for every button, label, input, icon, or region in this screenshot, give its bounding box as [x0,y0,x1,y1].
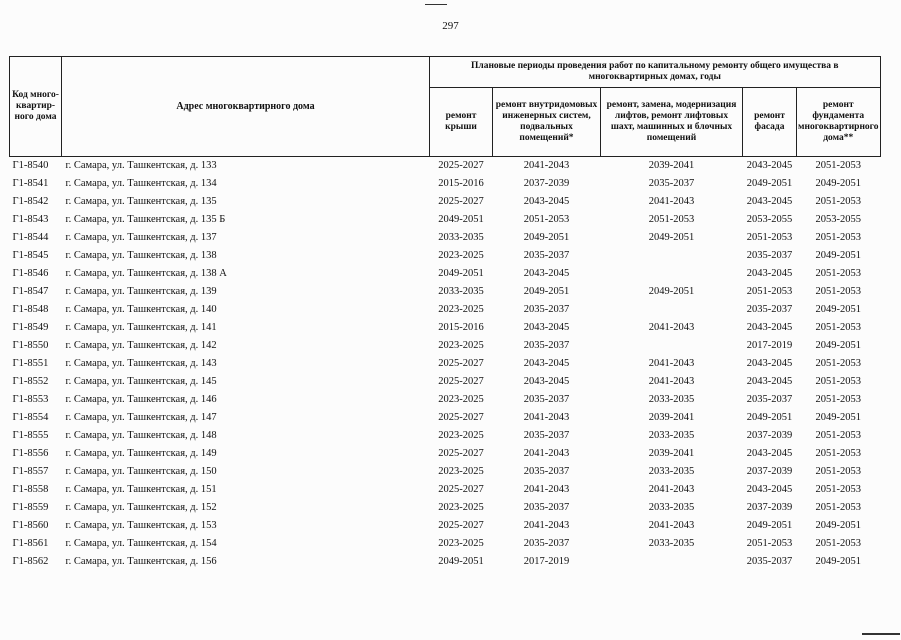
table-row [10,193,881,211]
table-row [10,391,881,409]
cell-roof: 2025-2027 [438,376,484,388]
cell-roof: 2049-2051 [438,268,484,280]
table-row [10,409,881,427]
cell-facade: 2049-2051 [746,520,793,532]
table-row [10,319,881,337]
cell-address: г. Самара, ул. Ташкентская, д. 154 [65,538,217,550]
cell-foundation: 2049-2051 [815,250,861,262]
cell-facade: 2043-2045 [746,160,793,172]
cell-systems: 2035-2037 [523,304,570,316]
cell-code: Г1-8559 [12,502,49,514]
cell-code: Г1-8551 [12,358,49,370]
cell-roof: 2033-2035 [438,232,484,244]
cell-elevators: 2039-2041 [648,160,695,172]
cell-address: г. Самара, ул. Ташкентская, д. 145 [65,376,217,388]
cell-roof: 2023-2025 [438,502,484,514]
repair-schedule-table-wrap [9,56,881,571]
cell-systems: 2035-2037 [523,250,570,262]
cell-code: Г1-8549 [12,322,49,334]
header-code: Код много-квартир-ного дома [10,57,62,157]
cell-roof: 2023-2025 [438,538,484,550]
cell-roof: 2015-2016 [438,322,484,334]
table-row [10,427,881,445]
cell-address: г. Самара, ул. Ташкентская, д. 156 [65,556,217,568]
cell-systems: 2035-2037 [523,538,570,550]
cell-facade: 2035-2037 [746,250,793,262]
cell-systems: 2049-2051 [523,232,570,244]
cell-facade: 2043-2045 [746,484,793,496]
cell-address: г. Самара, ул. Ташкентская, д. 140 [65,304,217,316]
table-row [10,553,881,571]
cell-roof: 2049-2051 [438,556,484,568]
cell-address: г. Самара, ул. Ташкентская, д. 150 [65,466,217,478]
cell-systems: 2041-2043 [523,448,570,460]
cell-elevators: 2039-2041 [648,448,695,460]
cell-foundation: 2051-2053 [815,196,861,208]
cell-systems: 2041-2043 [523,484,570,496]
cell-facade: 2043-2045 [746,358,793,370]
cell-facade: 2053-2055 [746,214,793,226]
cell-elevators [601,301,743,319]
cell-code: Г1-8550 [12,340,49,352]
cell-roof: 2025-2027 [438,412,484,424]
cell-foundation: 2051-2053 [815,268,861,280]
cell-code: Г1-8548 [12,304,49,316]
cell-address: г. Самара, ул. Ташкентская, д. 152 [65,502,217,514]
cell-code: Г1-8542 [12,196,49,208]
table-row [10,355,881,373]
cell-foundation: 2051-2053 [815,484,861,496]
cell-foundation: 2049-2051 [815,178,861,190]
cell-address: г. Самара, ул. Ташкентская, д. 151 [65,484,217,496]
cell-systems: 2037-2039 [523,178,570,190]
cell-address: г. Самара, ул. Ташкентская, д. 138 [65,250,217,262]
header-foundation: ремонт фундамента многоквартирного дома** [797,88,881,157]
cell-roof: 2049-2051 [438,214,484,226]
cell-code: Г1-8545 [12,250,49,262]
cell-code: Г1-8540 [12,160,49,172]
cell-facade: 2043-2045 [746,268,793,280]
cell-elevators: 2033-2035 [648,466,695,478]
cell-systems: 2043-2045 [523,322,570,334]
header-address: Адрес многоквартирного дома [62,57,430,157]
cell-facade: 2051-2053 [746,232,793,244]
cell-elevators: 2039-2041 [648,412,695,424]
cell-roof: 2023-2025 [438,250,484,262]
cell-address: г. Самара, ул. Ташкентская, д. 146 [65,394,217,406]
table-row [10,229,881,247]
cell-code: Г1-8561 [12,538,49,550]
cell-code: Г1-8554 [12,412,49,424]
header-work-periods: Плановые периоды проведения работ по капитальному ремонту общего имущества в многоквартирных домах, годы [430,57,881,88]
cell-foundation: 2049-2051 [815,556,861,568]
cell-code: Г1-8552 [12,376,49,388]
cell-address: г. Самара, ул. Ташкентская, д. 141 [65,322,217,334]
cell-systems: 2035-2037 [523,394,570,406]
cell-roof: 2025-2027 [438,160,484,172]
cell-code: Г1-8556 [12,448,49,460]
cell-address: г. Самара, ул. Ташкентская, д. 153 [65,520,217,532]
cell-roof: 2023-2025 [438,340,484,352]
cell-roof: 2023-2025 [438,304,484,316]
cell-systems: 2043-2045 [523,376,570,388]
table-row [10,499,881,517]
cell-roof: 2025-2027 [438,358,484,370]
cell-facade: 2035-2037 [746,556,793,568]
cell-roof: 2015-2016 [438,178,484,190]
cell-address: г. Самара, ул. Ташкентская, д. 143 [65,358,217,370]
cell-systems: 2043-2045 [523,268,570,280]
cell-roof: 2023-2025 [438,466,484,478]
cell-elevators: 2033-2035 [648,502,695,514]
corner-mark [862,633,900,635]
cell-code: Г1-8560 [12,520,49,532]
cell-systems: 2035-2037 [523,466,570,478]
cell-code: Г1-8553 [12,394,49,406]
table-row [10,463,881,481]
table-row [10,157,881,176]
cell-code: Г1-8546 [12,268,49,280]
cell-address: г. Самара, ул. Ташкентская, д. 148 [65,430,217,442]
header-systems: ремонт внутридомовых инженерных систем, подвальных помещений* [493,88,601,157]
cell-systems: 2043-2045 [523,196,570,208]
cell-roof: 2025-2027 [438,448,484,460]
cell-foundation: 2051-2053 [815,358,861,370]
table-row [10,301,881,319]
cell-facade: 2043-2045 [746,196,793,208]
cell-foundation: 2051-2053 [815,466,861,478]
cell-facade: 2043-2045 [746,322,793,334]
header-facade: ремонт фасада [743,88,797,157]
cell-elevators [601,265,743,283]
cell-elevators: 2041-2043 [648,484,695,496]
cell-address: г. Самара, ул. Ташкентская, д. 142 [65,340,217,352]
cell-facade: 2035-2037 [746,304,793,316]
table-row [10,175,881,193]
cell-roof: 2023-2025 [438,430,484,442]
cell-systems: 2041-2043 [523,520,570,532]
cell-systems: 2043-2045 [523,358,570,370]
table-row [10,535,881,553]
cell-elevators [601,247,743,265]
cell-code: Г1-8547 [12,286,49,298]
header-row-group [10,57,881,88]
cell-address: г. Самара, ул. Ташкентская, д. 135 Б [65,214,226,226]
table-row [10,247,881,265]
cell-foundation: 2049-2051 [815,340,861,352]
cell-facade: 2037-2039 [746,502,793,514]
cell-foundation: 2051-2053 [815,394,861,406]
cell-systems: 2035-2037 [523,430,570,442]
cell-elevators: 2035-2037 [648,178,695,190]
cell-roof: 2025-2027 [438,196,484,208]
cell-facade: 2037-2039 [746,430,793,442]
cell-code: Г1-8557 [12,466,49,478]
cell-systems: 2035-2037 [523,340,570,352]
table-row [10,373,881,391]
table-body [10,157,881,572]
repair-schedule-table [9,56,881,571]
cell-systems: 2035-2037 [523,502,570,514]
cell-systems: 2051-2053 [523,214,570,226]
cell-elevators [601,553,743,571]
cell-code: Г1-8543 [12,214,49,226]
cell-roof: 2023-2025 [438,394,484,406]
cell-facade: 2049-2051 [746,178,793,190]
cell-facade: 2051-2053 [746,286,793,298]
cell-foundation: 2049-2051 [815,304,861,316]
table-row [10,481,881,499]
cell-facade: 2017-2019 [746,340,793,352]
table-row [10,337,881,355]
page-number: 297 [442,20,459,32]
cell-elevators: 2041-2043 [648,358,695,370]
cell-elevators: 2049-2051 [648,232,695,244]
cell-facade: 2043-2045 [746,376,793,388]
cell-elevators: 2041-2043 [648,520,695,532]
cell-foundation: 2049-2051 [815,412,861,424]
cell-facade: 2035-2037 [746,394,793,406]
cell-code: Г1-8558 [12,484,49,496]
cell-foundation: 2051-2053 [815,430,861,442]
cell-address: г. Самара, ул. Ташкентская, д. 137 [65,232,217,244]
header-roof: ремонт крыши [430,88,493,157]
cell-systems: 2041-2043 [523,160,570,172]
cell-foundation: 2051-2053 [815,232,861,244]
cell-address: г. Самара, ул. Ташкентская, д. 135 [65,196,217,208]
cell-elevators: 2041-2043 [648,376,695,388]
cell-code: Г1-8544 [12,232,49,244]
cell-elevators: 2033-2035 [648,538,695,550]
cell-elevators: 2033-2035 [648,430,695,442]
cell-foundation: 2051-2053 [815,538,861,550]
cell-foundation: 2051-2053 [815,502,861,514]
cell-address: г. Самара, ул. Ташкентская, д. 147 [65,412,217,424]
table-row [10,283,881,301]
cell-elevators: 2049-2051 [648,286,695,298]
cell-address: г. Самара, ул. Ташкентская, д. 138 А [65,268,227,280]
cell-facade: 2037-2039 [746,466,793,478]
cell-elevators: 2041-2043 [648,322,695,334]
cell-facade: 2043-2045 [746,448,793,460]
cell-roof: 2025-2027 [438,520,484,532]
cell-foundation: 2051-2053 [815,448,861,460]
cell-foundation: 2051-2053 [815,322,861,334]
cell-elevators [601,337,743,355]
cell-elevators: 2051-2053 [648,214,695,226]
cell-foundation: 2051-2053 [815,286,861,298]
cell-address: г. Самара, ул. Ташкентская, д. 139 [65,286,217,298]
cell-code: Г1-8555 [12,430,49,442]
table-header [10,57,881,157]
table-row [10,265,881,283]
cell-foundation: 2053-2055 [815,214,861,226]
cell-elevators: 2041-2043 [648,196,695,208]
table-row [10,211,881,229]
header-elevators: ремонт, замена, модернизация лифтов, ремонт лифтовых шахт, машинных и блочных помещений [601,88,743,157]
cell-foundation: 2049-2051 [815,520,861,532]
cell-foundation: 2051-2053 [815,160,861,172]
cell-foundation: 2051-2053 [815,376,861,388]
cell-systems: 2049-2051 [523,286,570,298]
cell-address: г. Самара, ул. Ташкентская, д. 134 [65,178,217,190]
table-row [10,445,881,463]
cell-systems: 2017-2019 [523,556,570,568]
cell-code: Г1-8541 [12,178,49,190]
cell-facade: 2049-2051 [746,412,793,424]
cell-address: г. Самара, ул. Ташкентская, д. 149 [65,448,217,460]
table-row [10,517,881,535]
cell-systems: 2041-2043 [523,412,570,424]
cell-facade: 2051-2053 [746,538,793,550]
header-dash [425,4,447,5]
cell-address: г. Самара, ул. Ташкентская, д. 133 [65,160,217,172]
cell-roof: 2033-2035 [438,286,484,298]
cell-elevators: 2033-2035 [648,394,695,406]
cell-code: Г1-8562 [12,556,49,568]
cell-roof: 2025-2027 [438,484,484,496]
